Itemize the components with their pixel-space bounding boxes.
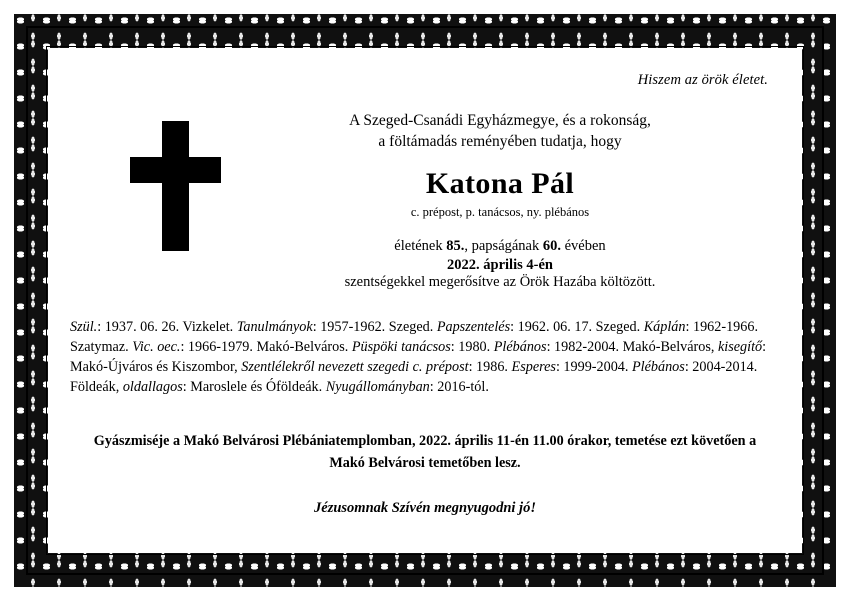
bio-sidelong: : Maroslele és Óföldeák. xyxy=(182,379,326,396)
bio-label-chaplain: Káplán xyxy=(643,318,686,335)
bio-label-born: Szül. xyxy=(70,318,98,335)
motto-text: Hiszem az örök életet. xyxy=(637,72,768,88)
bio-bishops-council: : 1980. xyxy=(450,339,494,356)
bio-label-ordination: Papszentelés xyxy=(436,318,511,335)
biography-paragraph xyxy=(70,317,780,398)
deceased-name: Katona Pál xyxy=(425,166,575,200)
age-prefix: életének xyxy=(394,237,447,254)
bio-label-vic: Vic. oec. xyxy=(132,339,181,356)
bio-label-provost: Szentlélekről nevezett szegedi c. prépost xyxy=(241,359,469,376)
obituary-content xyxy=(48,48,802,553)
cross-icon xyxy=(116,121,236,251)
bio-studies: : 1957-1962. Szeged. xyxy=(312,318,437,335)
age-mid: , papságának xyxy=(464,237,543,254)
bio-label-parish-priest-1: Plébános xyxy=(493,339,547,356)
bio-born: : 1937. 06. 26. Vizkelet. xyxy=(97,318,237,335)
age-suffix: évében xyxy=(561,237,606,254)
priesthood-years: 60. xyxy=(542,237,561,254)
bio-chaplain: : 1962-1966. Szatymaz. xyxy=(70,318,759,356)
announcement-line-1: A Szeged-Csanádi Egyházmegye, és a rokonság, xyxy=(349,112,651,129)
bio-assistant: : Makó-Újváros és Kiszombor, xyxy=(70,339,767,376)
funeral-mass-line-1: Gyászmiséje a Makó Belvárosi Plébániatemplomban, 2022. április 11-én 11.00 órakor, temetése ezt követően a xyxy=(93,433,757,450)
funeral-mass-line-2: Makó Belvárosi temetőben lesz. xyxy=(329,454,521,471)
bio-label-retirement: Nyugállományban xyxy=(325,379,430,396)
cross-vertical-bar xyxy=(162,121,189,251)
bio-label-parish-priest-2: Plébános xyxy=(632,359,685,376)
header-block xyxy=(70,89,780,291)
death-closing: szentségekkel megerősítve az Örök Hazába költözött. xyxy=(344,273,656,290)
bio-parish-priest-2: : 2004-2014. Földeák, xyxy=(70,359,758,396)
bio-label-bishops-council: Püspöki tanácsos xyxy=(351,339,451,356)
bio-label-assistant: kisegítő xyxy=(717,339,763,356)
bio-provost: : 1986. xyxy=(468,359,512,376)
age-value: 85. xyxy=(446,237,465,254)
bio-parish-priest-1: : 1982-2004. Makó-Belváros, xyxy=(546,339,718,356)
bio-dean: : 1999-2004. xyxy=(555,359,632,376)
death-date: 2022. április 4-én xyxy=(447,256,553,273)
bio-label-sidelong: oldallagos xyxy=(122,379,183,396)
announcement-line-2: a föltámadás reményében tudatja, hogy xyxy=(378,132,622,150)
deceased-titles: c. prépost, p. tanácsos, ny. plébános xyxy=(410,204,590,219)
bio-label-studies: Tanulmányok xyxy=(236,318,313,335)
age-line xyxy=(220,236,780,257)
bio-ordination: : 1962. 06. 17. Szeged. xyxy=(510,318,644,335)
announcement-block xyxy=(220,89,780,291)
bio-retirement: : 2016-tól. xyxy=(429,379,489,396)
bio-label-dean: Esperes xyxy=(511,359,556,376)
bio-vic: : 1966-1979. Makó-Belváros. xyxy=(180,339,352,356)
final-words: Jézusomnak Szívén megnyugodni jó! xyxy=(314,500,536,517)
cross-horizontal-bar xyxy=(130,157,221,183)
funeral-mass-info xyxy=(70,431,780,474)
